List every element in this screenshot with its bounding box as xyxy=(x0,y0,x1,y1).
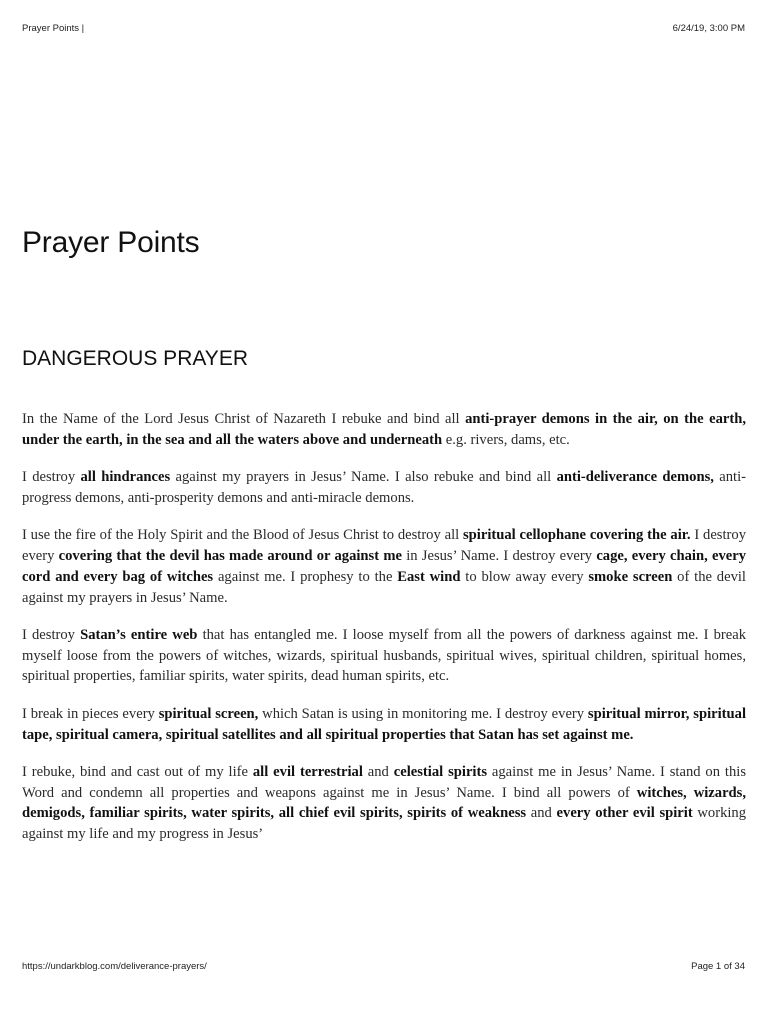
text-run: that has entangled me. I loose myself from all the powers of darkness against me. I break myself loose from the powers of witches, wizards, spiritual husbands, spiritual wives, spiritual children, spiritual homes, spiritual properties, familiar spirits, water spirits, dead human spirits, etc. xyxy=(22,626,746,685)
bold-text: anti-prayer demons in the air, on the earth, under the earth, in the sea and all the waters above and underneath xyxy=(22,411,746,448)
text-run: I break in pieces every xyxy=(22,705,159,722)
bold-text: all hindrances xyxy=(80,469,171,486)
bold-text: smoke screen xyxy=(588,568,673,585)
header-title: Prayer Points | xyxy=(22,23,85,34)
text-run: I use the fire of the Holy Spirit and the Blood of Jesus Christ to destroy all xyxy=(22,527,463,544)
bold-text: spiritual screen, xyxy=(158,705,259,722)
paragraph xyxy=(22,762,746,845)
text-run: and xyxy=(526,805,557,822)
bold-text: celestial spirits xyxy=(393,763,488,780)
text-run: working against my life and my progress in Jesus’ xyxy=(22,805,747,843)
text-run: against me. I prophesy to the xyxy=(213,568,398,585)
bold-text: spiritual mirror, spiritual tape, spiritual camera, spiritual satellites and all spiritual properties that Satan has set against me. xyxy=(22,705,747,743)
bold-text: witches, wizards, demigods, familiar spirits, water spirits, all chief evil spirits, spirits of weakness xyxy=(22,784,746,822)
text-run: anti-progress demons, anti-prosperity demons and anti-miracle demons. xyxy=(22,469,746,506)
text-run: of the devil against my prayers in Jesus’ Name. xyxy=(22,568,746,606)
print-footer xyxy=(22,961,745,972)
bold-text: cage, every chain, every cord and every bag of witches xyxy=(22,547,746,585)
page-title: Prayer Points xyxy=(22,226,200,259)
text-run: I destroy every xyxy=(22,527,746,564)
bold-text: anti-deliverance demons, xyxy=(556,469,714,486)
text-run: which Satan is using in monitoring me. I destroy every xyxy=(258,705,588,722)
text-run: against me in Jesus’ Name. I stand on this Word and condemn all properties and weapons against me in Jesus’ Name. I bind all powers of xyxy=(22,763,747,801)
paragraph xyxy=(22,525,746,608)
bold-text: East wind xyxy=(397,568,461,585)
bold-text: Satan’s entire web xyxy=(80,626,198,643)
paragraph xyxy=(22,467,746,509)
bold-text: all evil terrestrial xyxy=(252,763,363,780)
header-datetime: 6/24/19, 3:00 PM xyxy=(672,23,745,34)
footer-page-number: Page 1 of 34 xyxy=(691,961,745,972)
bold-text: covering that the devil has made around or against me xyxy=(58,547,402,564)
text-run: In the Name of the Lord Jesus Christ of Nazareth I rebuke and bind all xyxy=(22,411,466,427)
text-run: I destroy xyxy=(22,469,81,486)
paragraph xyxy=(22,625,746,687)
print-header xyxy=(22,23,745,34)
bold-text: every other evil spirit xyxy=(556,805,693,822)
bold-text: spiritual cellophane covering the air. xyxy=(463,527,691,544)
text-run: in Jesus’ Name. I destroy every xyxy=(401,547,597,564)
paragraph xyxy=(22,409,746,451)
article-body xyxy=(22,409,746,862)
section-title: DANGEROUS PRAYER xyxy=(22,347,248,370)
text-run: against my prayers in Jesus’ Name. I also rebuke and bind all xyxy=(170,469,557,486)
text-run: I destroy xyxy=(22,626,81,643)
text-run: e.g. rivers, dams, etc. xyxy=(442,431,570,448)
footer-url[interactable]: https://undarkblog.com/deliverance-prayers/ xyxy=(22,961,207,972)
text-run: and xyxy=(362,763,394,780)
text-run: to blow away every xyxy=(460,568,589,585)
text-run: I rebuke, bind and cast out of my life xyxy=(22,763,253,780)
paragraph xyxy=(22,704,746,746)
